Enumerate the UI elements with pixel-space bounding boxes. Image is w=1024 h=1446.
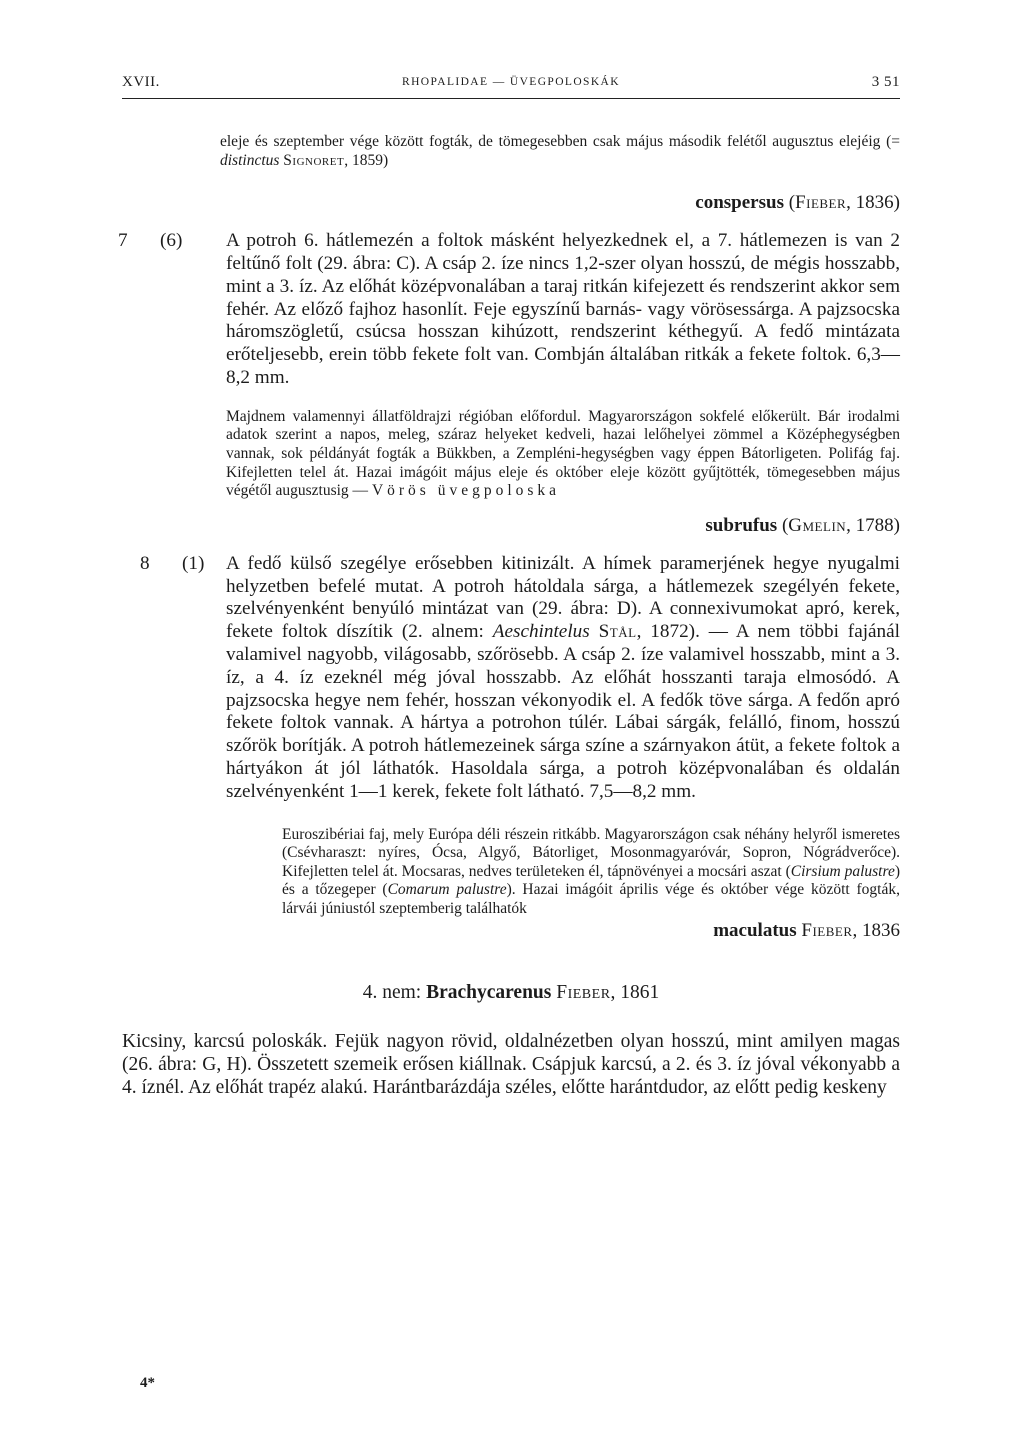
genus-heading: 4. nem: Brachycarenus Fieber, 1861 bbox=[362, 982, 660, 1004]
running-header bbox=[122, 70, 900, 99]
species-conspersus: conspersus (Fieber, 1836) bbox=[695, 192, 900, 214]
page bbox=[118, 70, 901, 1119]
species-maculatus: maculatus Fieber, 1836 bbox=[713, 920, 900, 942]
page-number: 3 51 bbox=[871, 74, 900, 90]
key-couplet-7: 7 (6) A potroh 6. hátlemezén a foltok másként helyezkednek el, a 7. hátlemezen is van 2 feltűnő folt (29. ábra: C). A csáp 2. íze nincs 1,2-szer olyan hosszú, de mégis hosszabb, mint a 3. íz. Az előhát középvonalában a taraj ritkán kifejezett és rendszerint akkor sem fehér. Az előző fajhoz hasonlít. Feje egyszínű barnás- vagy vörösessárga. A pajzsocska háromszögletű, csúcsa hosszan kihúzott, rendszerint kéthegyű. A fedő mintázata erőteljesebb, erein több fekete folt van. Combján általában ritkák a fekete foltok. 6,3—8,2 mm. bbox=[118, 230, 900, 388]
distribution-note-7: Majdnem valamennyi állatföldrajzi régióban előfordul. Magyarországon sokfelé előkerült. Bár irodalmi adatok szerint a napos, meleg, száraz helyeket kedveli, hazai lelőhelyei zömmel a Középhegységben vannak, sok példányát fogták a Bükkben, a Zempléni-hegységben vagy éppen Bátorligeten. Polifág faj. Kifejletten telel át. Hazai imágóit május eleje és október eleje között gyűjtötték, tömegesebben május végétől augusztusig — Vörös üvegpoloska bbox=[226, 407, 900, 500]
key-couplet-8: 8 (1) A fedő külső szegélye erősebben kitinizált. A hímek paramerjének hegye nyugalmi helyzetben befelé mutat. A potroh hátoldala sárga, a hátlemezek szegélyén fekete, szelvényenként benyúló mintázat van (29. ábra: D). A connexivumokat apró, kerek, fekete foltok díszítik (2. alnem: Aeschintelus Stål, 1872). — A nem többi fajánál valamivel nagyobb, világosabb, szőrösebb. A csáp 2. íze valamivel hosszabb, mint a 3. íz, a 4. íz ezeknél még jóval hosszabb. Az előhát hosszanti taraja elmosódó. A pajzsocska hegye nem fehér, hosszan vékonyodik el. A fedők töve sárga. A fedőn apró fekete foltok vannak. A hártya a potrohon túlér. Lábai sárgák, felálló, finom, hosszú szőrök borítják. A potroh hátlemezeinek sárga színe a szárnyakon átüt, a fekete foltok a hártyákon át jól láthatók. Hasoldala sárga, a potroh középvonalában és oldalán szelvényenként 1—1 kerek, fekete folt látható. 7,5—8,2 mm. bbox=[140, 552, 901, 802]
couplet-number: 8 bbox=[140, 552, 150, 574]
couplet-reference: (6) bbox=[160, 230, 183, 252]
species-subrufus: subrufus (Gmelin, 1788) bbox=[705, 514, 900, 536]
couplet-number: 7 bbox=[118, 230, 128, 252]
chapter-number: XVII. bbox=[122, 74, 160, 90]
couplet-reference: (1) bbox=[182, 552, 205, 574]
running-title: RHOPALIDAE — ÜVEGPOLOSKÁK bbox=[402, 76, 620, 88]
signature-mark: 4* bbox=[140, 1375, 155, 1391]
distribution-note-8: Euroszibériai faj, mely Európa déli részein ritkább. Magyarországon csak néhány helyről ismeretes (Csévharaszt: nyíres, Ócsa, Algyő, Bátorliget, Mosonmagyaróvár, Sopron, Nógrádverőce). Kifejletten telel át. Mocsaras, nedves területeken él, tápnövényei a mocsári aszat (Cirsium palustre) és a tőzegeper (Comarum palustre). Hazai imágóit április vége és október vége között fogták, lárvái júniustól szeptemberig találhatók bbox=[282, 825, 900, 917]
genus-description: Kicsiny, karcsú poloskák. Fejük nagyon rövid, oldalnézetben olyan hosszú, mint amilyen magas (26. ábra: G, H). Összetett szemeik erősen kiállnak. Csápjuk karcsú, a 2. és 3. íz jóval vékonyabb a 4. íznél. Az előhát trapéz alakú. Harántbarázdája széles, előtte harántdudor, az előtt pedig keskeny bbox=[122, 1031, 900, 1099]
intro-paragraph: eleje és szeptember vége között fogták, de tömegesebben csak május második felétől augusztus elejéig (= distinctus Signoret, 1859) bbox=[220, 133, 900, 169]
common-name: Vörös üvegpoloska bbox=[371, 482, 561, 500]
